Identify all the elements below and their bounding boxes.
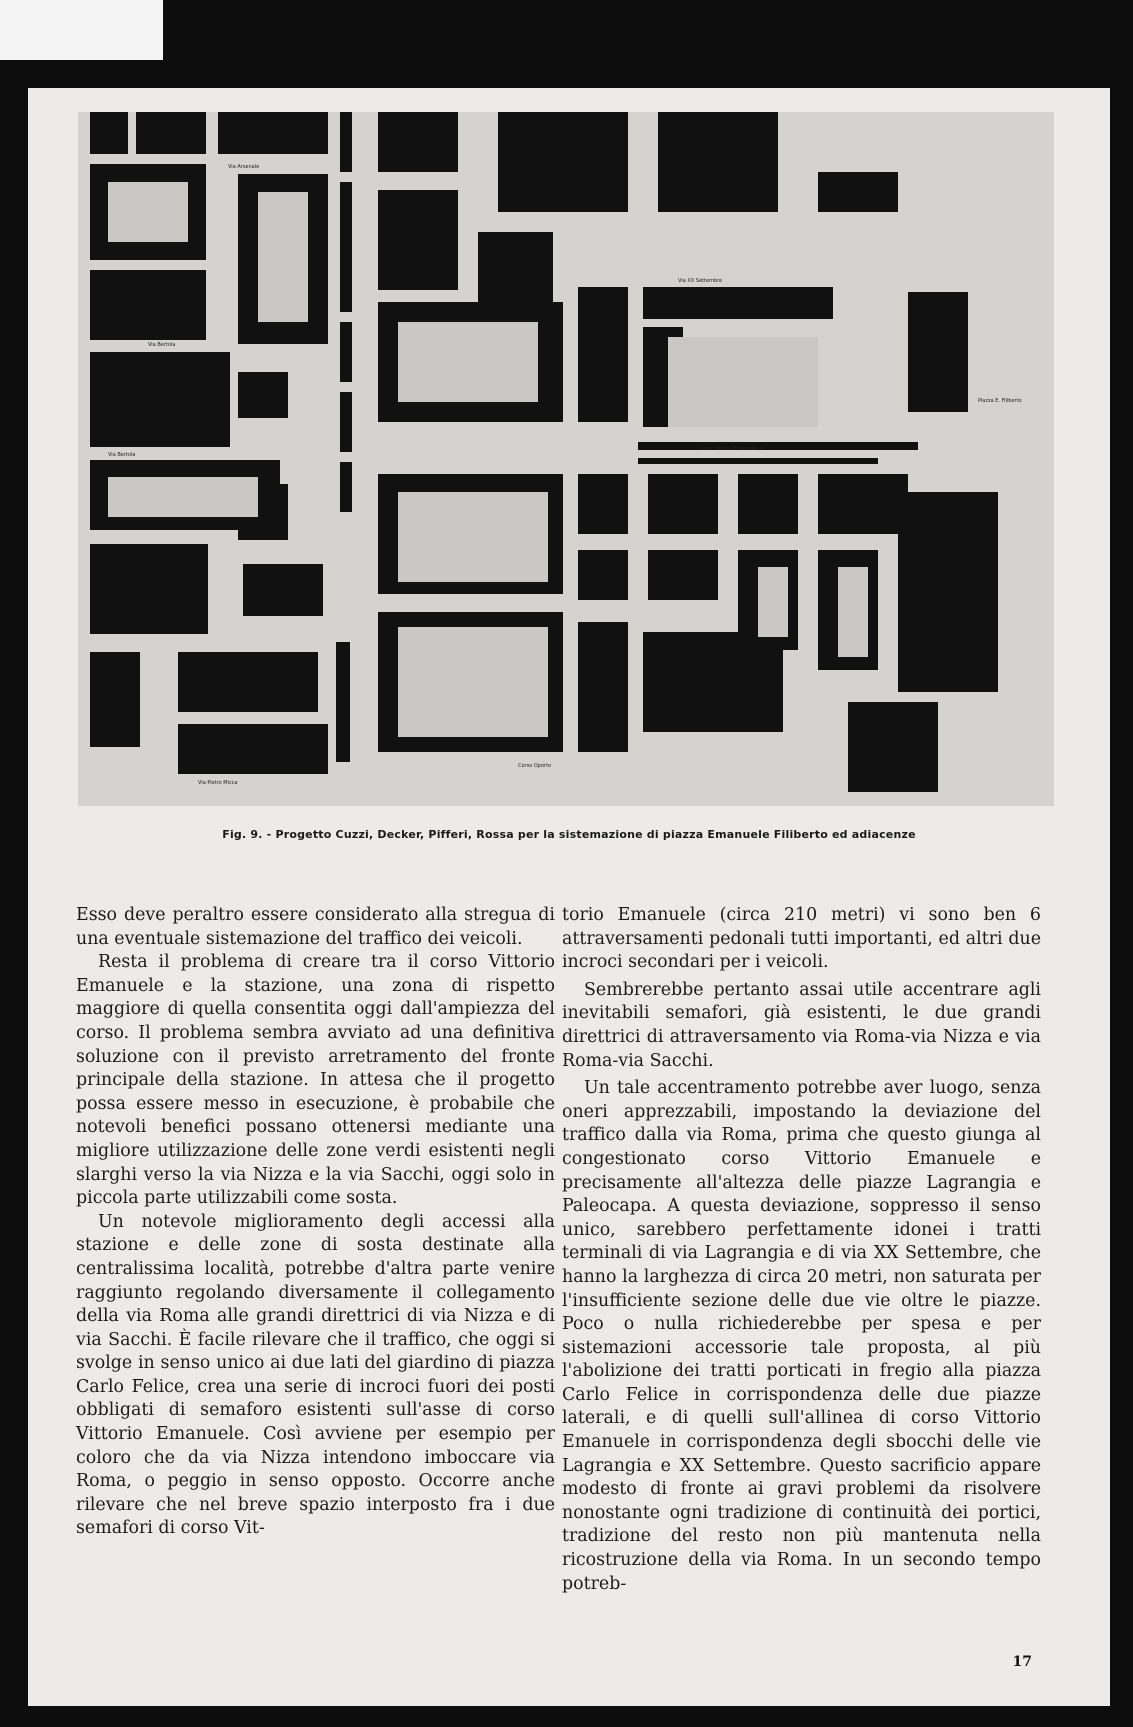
right-text-column — [562, 904, 1041, 1596]
svg-text:Piazza E. Filiberto: Piazza E. Filiberto — [978, 398, 1022, 404]
svg-text:Via Pietro Micca: Via Pietro Micca — [198, 780, 238, 786]
paragraph: torio Emanuele (circa 210 metri) vi sono ben 6 attraversamenti pedonali tutti importanti, ed altri due incroci secondari per i veicoli. — [562, 905, 1041, 973]
figure-caption: Fig. 9. - Progetto Cuzzi, Decker, Pifferi, Rossa per la sistemazione di piazza Emanuele Filiberto ed adiacenze — [222, 828, 916, 841]
paragraph: Esso deve peraltro essere considerato alla stregua di una eventuale sistemazione del traffico dei veicoli. — [76, 905, 555, 949]
paragraph: Resta il problema di creare tra il corso Vittorio Emanuele e la stazione, una zona di rispetto maggiore di quella consentita oggi dall'ampiezza del corso. Il problema sembra avviato ad una definitiva soluzione con il previsto arretramento del fronte principale della stazione. In attesa che il progetto possa essere messo in esecuzione, è probabile che notevoli benefici possano ottenersi mediante una migliore utilizzazione delle zone verdi esistenti negli slarghi verso la via Nizza e la via Sacchi, oggi solo in piccola parte utilizzabili come sosta. — [76, 952, 555, 1209]
svg-text:Via Bertola: Via Bertola — [108, 452, 136, 458]
city-plan-figure — [78, 112, 1054, 806]
paragraph: Un tale accentramento potrebbe aver luogo, senza oneri apprezzabili, impostando la deviazione del traffico dalla via Roma, prima che questo giunga al congestionato corso Vittorio Emanuele e precisamente all'altezza delle piazze Lagrangia e Paleocapa. A questa deviazione, soppresso il senso unico, sarebbero perfettamente idonei i tratti terminali di via Lagrangia e di via XX Settembre, che hanno la larghezza di circa 20 metri, non saturata per l'insufficiente sezione delle due vie oltre le piazze. Poco o nulla richiederebbe per spesa e per sistemazioni accessorie tale proposta, al più l'abolizione dei tratti porticati in fregio alla piazza Carlo Felice in corrispondenza delle due piazze laterali, e di quelli sull'allinea di corso Vittorio Emanuele in corrispondenza degli sbocchi delle vie Lagrangia e XX Settembre. Questo sacrificio appare modesto di fronte ai gravi problemi da risolvere nonostante ogni tradizione di continuità dei portici, tradizione del resto non più mantenuta nella ricostruzione della via Roma. In un secondo tempo potreb- — [562, 1078, 1041, 1594]
svg-text:Corso Vittorio Emanuele II: Corso Vittorio Emanuele II — [698, 446, 764, 452]
svg-text:Via XX Settembre: Via XX Settembre — [678, 278, 723, 284]
svg-text:Via Bertola: Via Bertola — [148, 342, 176, 348]
left-text-column — [76, 904, 555, 1541]
page-number: 17 — [1012, 1654, 1032, 1670]
svg-text:Via Arsenale: Via Arsenale — [228, 164, 260, 170]
magazine-page — [28, 88, 1110, 1706]
svg-text:Corso Oporto: Corso Oporto — [518, 763, 552, 769]
paragraph: Un notevole miglioramento degli accessi alla stazione e delle zone di sosta destinate alla centralissima località, potrebbe d'altra parte venire raggiunto regolando diversamente il collegamento della via Roma alle grandi direttrici di via Nizza e di via Sacchi. È facile rilevare che il traffico, che oggi si svolge in senso unico ai due lati del giardino di piazza Carlo Felice, crea una serie di incroci fuori dei posti obbligati di semaforo esistenti sull'asse di corso Vittorio Emanuele. Così avviene per esempio per coloro che da via Nizza intendono imboccare via Roma, o peggio in senso opposto. Occorre anche rilevare che nel breve spazio interposto fra i due semafori di corso Vit- — [76, 1211, 555, 1539]
scan-corner-margin — [0, 0, 163, 60]
paragraph: Sembrerebbe pertanto assai utile accentrare agli inevitabili semafori, già esistenti, le due grandi direttrici di attraversamento via Roma-via Nizza e via Roma-via Sacchi. — [562, 979, 1041, 1071]
city-plan-map — [78, 112, 1054, 806]
